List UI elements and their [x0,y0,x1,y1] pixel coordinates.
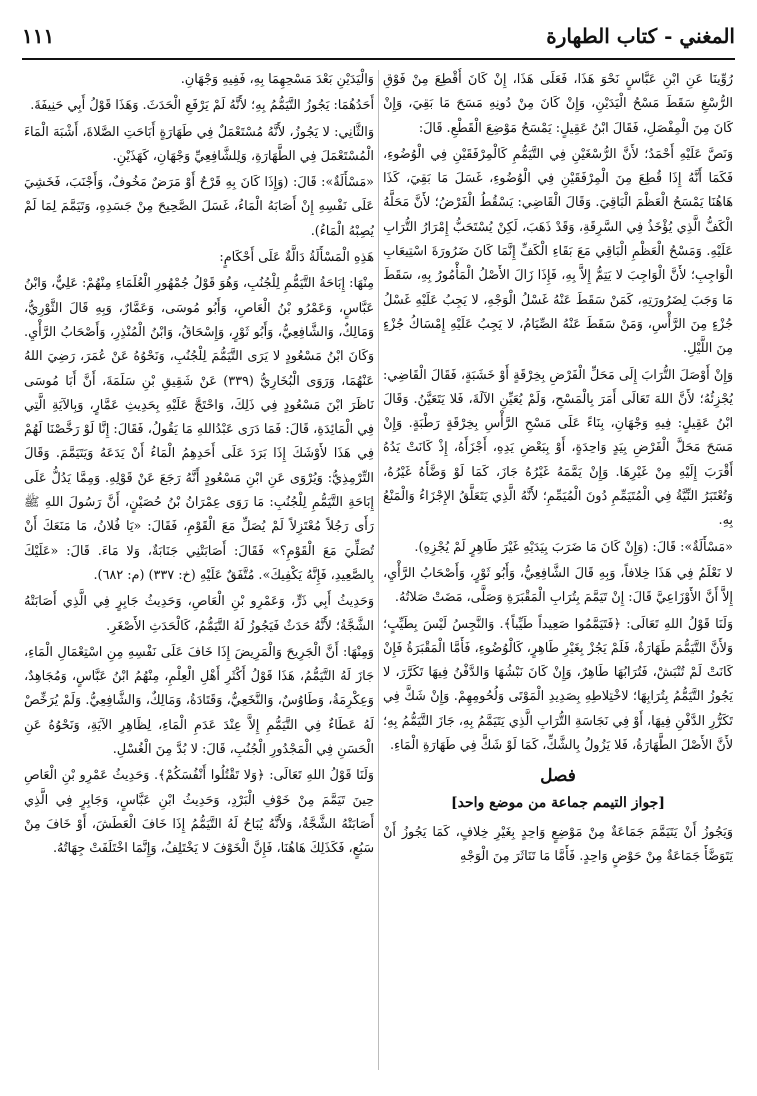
right-paragraph: «مَسْأَلَةٌ»: قَالَ: (وَإِنْ كَانَ مَا ضَرَبَ بِيَدَيْهِ غَيْرَ طَاهِرٍ لَمْ يُجْزِهِ). [414,539,733,555]
left-paragraph: وَحَدِيثُ أَبِي ذَرٍّ، وَعَمْرِو بْنِ الْعَاصِ، وَحَدِيثُ جَابِرٍ فِي الَّذِي أَصَابَتْهُ الشَّجَّةُ؛ لأَنَّهُ حَدَثٌ فَيَجُوزُ لَهُ التَّيَمُّمُ، كَالْحَدَثِ الأَصْغَرِ. [24,594,374,634]
left-paragraph: وَالثَّانِي: لا يَجُوزُ، لأَنَّهُ مُسْتَعْمَلٌ فِي طَهَارَةٍ أَبَاحَتِ الصَّلاةَ، أَشْبَهَ الْمَاءَ الْمُسْتَعْمَلَ فِي الطَّهَارَةِ، وَلِلشَّافِعِيِّ وَجْهَانِ، كَهَذَيْنِ. [24,124,374,164]
section-heading: فصل [540,766,576,787]
right-paragraph: رُوِّينَا عَنِ ابْنِ عَبَّاسٍ نَحْوَ هَذَا، فَعَلَى هَذَا، إِنْ كَانَ أُقْطِعَ مِنْ فَوْقِ الرُّسْغِ سَقَطَ مَسْحُ الْيَدَيْنِ، وَإِنْ كَانَ مِنْ دُونِهِ مَسَحَ مَا بَقِيَ، وَإِنْ كَانَ مِنَ الْمِفْصَلِ، فَقَالَ ابْنُ عَقِيلٍ: يَمْسَحُ مَوْضِعَ الْقَطْعِ. قَالَ: [383,72,733,136]
right-column [383,68,733,1076]
right-paragraph: وَنَصَّ عَلَيْهِ أَحْمَدُ؛ لأَنَّ الرُّسْغَيْنِ فِي التَّيَمُّمِ كَالْمِرْفَقَيْنِ فِي الْوُضُوءِ، فَكَمَا أَنَّهُ إِذَا قُطِعَ مِنَ الْمِرْفَقَيْنِ فِي الْوُضُوءِ، غَسَلَ مَا بَقِيَ، كَذَا هَاهُنَا يَمْسَحُ الْعَظْمَ الْبَاقِيَ. وَقَالَ الْقَاضِي: يَسْقُطُ الْفَرْضُ؛ لأَنَّ مَحَلَّهُ الْكَفُّ الَّذِي يُؤْخَذُ فِي السَّرِقَةِ، وَقَدْ ذَهَبَ، لَكِنْ يُسْتَحَبُّ إِمْرَارُ التُّرَابِ عَلَيْهِ. وَمَسْحُ الْعَظْمِ الْبَاقِي مَعَ بَقَاءِ الْكَفِّ إِنَّمَا كَانَ ضَرُورَةَ اسْتِيعَابِ الْوَاجِبِ؛ لأَنَّ الْوَاجِبَ لا يَتِمُّ إِلاَّ بِهِ، فَإِذَا زَالَ الأَصْلُ الْمَأْمُورُ بِهِ، سَقَطَ مَا وَجَبَ لِضَرُورَتِهِ، كَمَنْ سَقَطَ عَنْهُ غَسْلُ الْوَجْهِ، لا يَجِبُ عَلَيْهِ غَسْلُ جُزْءٍ مِنَ الرَّأْسِ، وَمَنْ سَقَطَ عَنْهُ الصِّيَامُ، لا يَجِبُ عَلَيْهِ إِمْسَاكُ جُزْءٍ مِنَ اللَّيْلِ. [383,146,733,357]
right-paragraph: لا نَعْلَمُ فِي هَذَا خِلافاً، وَبِهِ قَالَ الشَّافِعِيُّ، وَأَبُو ثَوْرٍ، وَأَصْحَابُ الرَّأْيِ، إِلاَّ أَنَّ الأَوْزَاعِيَّ قَالَ: إِنْ تَيَمَّمَ بِتُرَابِ الْمَقْبَرَةِ وَصَلَّى، مَضَتْ صَلاتُهُ. [383,565,733,606]
section-subheading: [جواز التيمم جماعة من موضع واحد] [451,794,665,811]
left-paragraph: وَالْيَدَيْنِ بَعْدَ مَسْحِهِمَا بِهِ، فَفِيهِ وَجْهَانِ. [180,72,374,87]
left-paragraph: وَمِنْهَا: أَنَّ الْجَرِيحَ وَالْمَرِيضَ إِذَا خَافَ عَلَى نَفْسِهِ مِنِ اسْتِعْمَالِ الْمَاءِ، جَازَ لَهُ التَّيَمُّمُ، هَذَا قَوْلُ أَكْثَرِ أَهْلِ الْعِلْمِ، مِنْهُمُ ابْنُ عَبَّاسٍ، وَمُجَاهِدٌ، وَعِكْرِمَةُ، وَطَاوُسٌ، وَالنَّخَعِيُّ، وَقَتَادَةُ، وَمَالِكٌ، وَالشَّافِعِيُّ. وَلَمْ يُرَخِّصْ لَهُ عَطَاءٌ فِي التَّيَمُّمِ إِلاَّ عِنْدَ عَدَمِ الْمَاءِ، لِظَاهِرِ الآيَةِ، وَنَحْوُهُ عَنِ الْحَسَنِ فِي الْمَجْدُورِ الْجُنُبِ، قَالَ: لا بُدَّ مِنَ الْغُسْلِ. [24,644,374,758]
right-paragraph: وَلَنَا قَوْلُ اللهِ تَعَالَى: ﴿فَتَيَمَّمُوا صَعِيداً طَيِّباً﴾. وَالنَّجِسُ لَيْسَ بِطَيِّبٍ؛ وَلأَنَّ التَّيَمُّمَ طَهَارَةٌ، فَلَمْ يَجُزْ بِغَيْرِ طَاهِرٍ، كَالْوُضُوءِ، فَأَمَّا الْمَقْبَرَةُ فَإِنْ كَانَتْ لَمْ تُنْبَشْ، فَتُرَابُهَا طَاهِرٌ، وَإِنْ كَانَ نَبْشُهَا وَالدَّفْنُ فِيهَا تَكَرَّرَ، لا يَجُوزُ التَّيَمُّمُ بِتُرَابِهَا؛ لاخْتِلاطِهِ بِصَدِيدِ الْمَوْتَى وَلُحُومِهِمْ. وَإِنْ شَكَّ فِي تَكَرُّرِ الدَّفْنِ فِيهَا، أَوْ فِي نَجَاسَةِ التُّرَابِ الَّذِي يَتَيَمَّمُ بِهِ، جَازَ التَّيَمُّمُ بِهِ؛ لأَنَّ الأَصْلَ الطَّهَارَةُ، فَلا يَزُولُ بِالشَّكِّ، كَمَا لَوْ شَكَّ فِي طَهَارَةِ الْمَاءِ. [383,616,733,754]
left-paragraph: أَحَدُهُمَا: يَجُوزُ التَّيَمُّمُ بِهِ؛ لأَنَّهُ لَمْ يَرْفَعِ الْحَدَثَ. وَهَذَا قَوْلُ أَبِي حَنِيفَةَ. [30,98,374,114]
page-number: ١١١ [22,24,55,48]
right-paragraph: وَإِنْ أَوْصَلَ التُّرَابَ إِلَى مَحَلِّ الْفَرْضِ بِخِرْقَةٍ أَوْ خَشَبَةٍ، فَقَالَ الْقَاضِي: يُجْزِئُهُ؛ لأَنَّ اللهَ تَعَالَى أَمَرَ بِالْمَسْحِ، وَلَمْ يُعَيِّنِ الآلَةَ، فَلا يَتَعَيَّنُ. وَقَالَ ابْنُ عَقِيلٍ: فِيهِ وَجْهَانِ، بِنَاءً عَلَى مَسْحِ الرَّأْسِ بِخِرْقَةٍ رَطْبَةٍ. وَإِنْ مَسَحَ مَحَلَّ الْفَرْضِ بِيَدٍ وَاحِدَةٍ، أَوْ بِبَعْضِ يَدِهِ، أَجْزَأَهُ، إِذْ كَانَتْ يَدُهُ أَقْرَبَ إِلَيْهِ مِنْ غَيْرِهَا. وَإِنْ يَمَّمَهُ غَيْرُهُ جَازَ، كَمَا لَوْ وَضَّأَهُ غَيْرُهُ، وَتُعْتَبَرُ النِّيَّةُ فِي الْمُتَيَمِّمِ دُونَ الْمُيَمِّمِ؛ لأَنَّهُ الَّذِي يَتَعَلَّقُ الإِجْزَاءُ وَالْمَنْعُ بِهِ. [383,367,733,529]
left-paragraph: مِنْهَا: إِبَاحَةُ التَّيَمُّمِ لِلْجُنُبِ، وَهُوَ قَوْلُ جُمْهُورِ الْعُلَمَاءِ مِنْهُمْ: عَلِيٌّ، وَابْنُ عَبَّاسٍ، وَعَمْرُو بْنُ الْعَاصِ، وَأَبُو مُوسَى، وَعَمَّارٌ، وَبِهِ قَالَ الثَّوْرِيُّ، وَمَالِكٌ، وَالشَّافِعِيُّ، وَأَبُو ثَوْرٍ، وَإِسْحَاقُ، وَابْنُ الْمُنْذِرِ، وَأَصْحَابُ الرَّأْيِ. وَكَانَ ابْنُ مَسْعُودٍ لا يَرَى التَّيَمُّمَ لِلْجُنُبِ، وَنَحْوُهُ عَنْ عُمَرَ، رَضِيَ اللهُ عَنْهُمَا، وَرَوَى الْبُخَارِيُّ (٣٣٩) عَنْ شَقِيقِ بْنِ سَلَمَةَ، أَنَّ أَبَا مُوسَى نَاظَرَ ابْنَ مَسْعُودٍ فِي ذَلِكَ، وَاحْتَجَّ عَلَيْهِ بِحَدِيثِ عَمَّارٍ، وَبِالآيَةِ الَّتِي فِي الْمَائِدَةِ، قَالَ: فَمَا دَرَى عَبْدُاللهِ مَا يَقُولُ، فَقَالَ: إِنَّا لَوْ رَخَّصْنَا لَهُمْ فِي هَذَا لأَوْشَكَ إِذَا بَرَدَ عَلَى أَحَدِهِمُ الْمَاءُ أَنْ يَدَعَهُ وَيَتَيَمَّمَ. وَقَالَ التِّرْمِذِيُّ: وَيُرْوَى عَنِ ابْنِ مَسْعُودٍ أَنَّهُ رَجَعَ عَنْ قَوْلِهِ. وَمِمَّا يَدُلُّ عَلَى إِبَاحَةِ التَّيَمُّمِ لِلْجُنُبِ: مَا رَوَى عِمْرَانُ بْنُ حُصَيْنٍ، أَنَّ رَسُولَ اللهِ ﷺ رَأَى رَجُلاً مُعْتَزِلاً لَمْ يُصَلِّ مَعَ الْقَوْمِ، فَقَالَ: «يَا فُلانُ، مَا مَنَعَكَ أَنْ تُصَلِّيَ مَعَ الْقَوْمِ؟» فَقَالَ: أَصَابَتْنِي جَنَابَةٌ، وَلا مَاءَ. قَالَ: «عَلَيْكَ بِالصَّعِيدِ، فَإِنَّهُ يَكْفِيكَ». مُتَّفَقٌ عَلَيْهِ (خ: ٣٣٧) (م: ٦٨٢). [24,276,374,583]
left-paragraph: «مَسْأَلَةٌ»: قَالَ: (وَإِذَا كَانَ بِهِ قَرْحٌ أَوْ مَرَضٌ مَخُوفٌ، وَأَجْنَبَ، فَخَشِيَ عَلَى نَفْسِهِ إِنْ أَصَابَهُ الْمَاءُ، غَسَلَ الصَّحِيحَ مِنْ جَسَدِهِ، وَتَيَمَّمَ لِمَا لَمْ يُصِبْهُ الْمَاءُ). [24,175,374,239]
closing-paragraph: وَيَجُوزُ أَنْ يَتَيَمَّمَ جَمَاعَةٌ مِنْ مَوْضِعٍ وَاحِدٍ بِغَيْرِ خِلافٍ، كَمَا يَجُوزُ أَنْ يَتَوَضَّأَ جَمَاعَةٌ مِنْ حَوْضٍ وَاحِدٍ. فَأَمَّا مَا تَنَاثَرَ مِنَ الْوَجْهِ [383,824,733,865]
left-paragraph: هَذِهِ الْمَسْأَلَةُ دَالَّةٌ عَلَى أَحْكَامٍ: [219,250,374,266]
running-title: المغني - كتاب الطهارة [546,24,735,48]
page-header [22,14,735,58]
left-column [24,68,374,1076]
column-divider [378,70,379,1070]
header-rule [22,58,735,60]
left-paragraph: وَلَنَا قَوْلُ اللهِ تَعَالَى: ﴿وَلا تَقْتُلُوا أَنْفُسَكُمْ﴾. وَحَدِيثُ عَمْرِو بْنِ الْعَاصِ حِينَ تَيَمَّمَ مِنْ خَوْفِ الْبَرْدِ، وَحَدِيثُ ابْنِ عَبَّاسٍ، وَجَابِرٍ فِي الَّذِي أَصَابَتْهُ الشَّجَّةُ، وَلأَنَّهُ يُبَاحُ لَهُ التَّيَمُّمُ إِذَا خَافَ الْعَطَشَ، أَوْ خَافَ مِنْ سَبُعٍ، فَكَذَلِكَ هَاهُنَا، فَإِنَّ الْخَوْفَ لا يَخْتَلِفُ، وَإِنَّمَا اخْتَلَفَتْ جِهَاتُهُ. [24,768,374,857]
